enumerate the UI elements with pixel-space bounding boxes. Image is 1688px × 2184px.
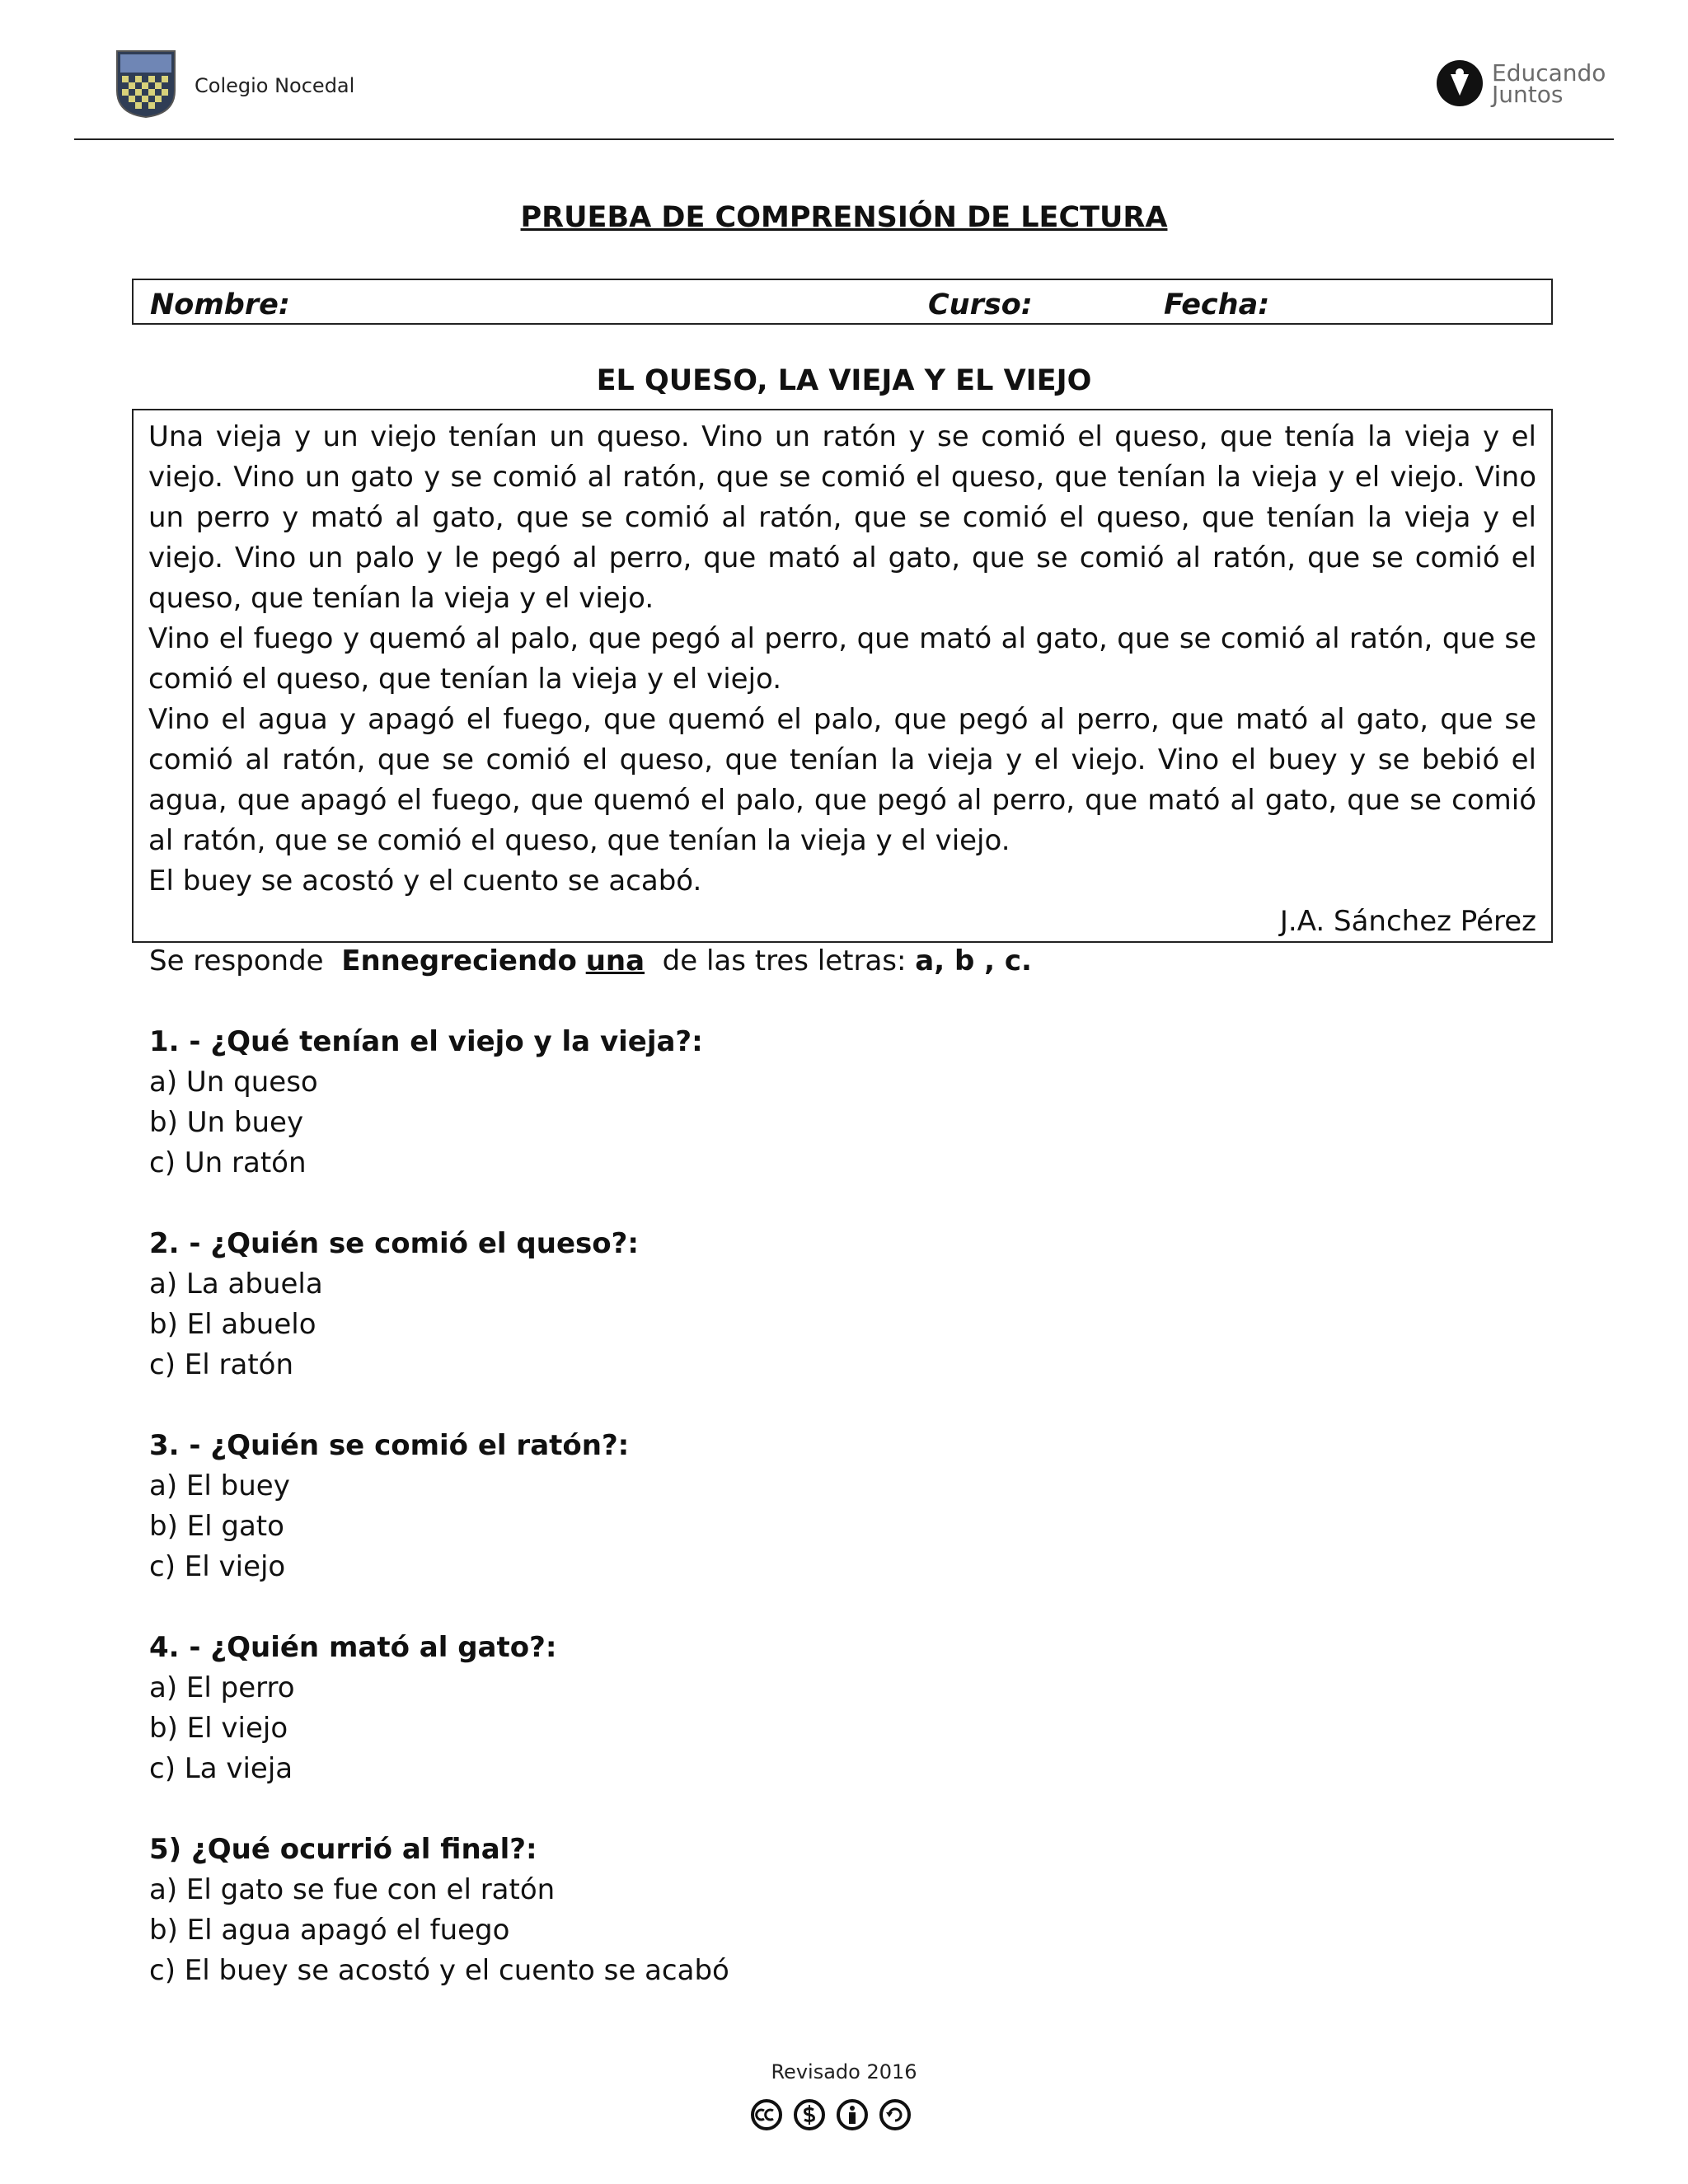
instructions-prefix: Se responde (149, 944, 324, 977)
answer-option[interactable]: b) El viejo (149, 1712, 288, 1745)
story-paragraph: Una vieja y un viejo tenían un queso. Vino un ratón y se comió el queso, que tenía la vieja y el viejo. Vino un gato y se comió al ratón, que se comió el queso, que tenían la vieja y el viejo. Vino un perro y mató al gato, que se comió al ratón, que se comió el queso, que tenían la vieja y el viejo. Vino un palo y le pegó al perro, que mató al gato, que se comió al ratón, que se comió el queso, que tenían la vieja y el viejo. (148, 420, 1536, 615)
story-paragraph: El buey se acostó y el cuento se acabó. (148, 865, 702, 898)
question-5 (149, 1830, 729, 1991)
answer-option[interactable]: b) El gato (149, 1510, 284, 1543)
answer-option[interactable]: a) El buey (149, 1469, 290, 1502)
answer-option[interactable]: a) Un queso (149, 1066, 318, 1099)
question-text: 4. - ¿Quién mató al gato?: (149, 1631, 557, 1664)
name-label: Nombre: (150, 288, 290, 321)
school-crest-logo (115, 49, 176, 119)
answer-option[interactable]: b) El agua apagó el fuego (149, 1914, 510, 1947)
answer-option[interactable]: c) El viejo (149, 1550, 286, 1583)
instructions-underlined-word: una (585, 944, 645, 977)
story-paragraph: Vino el agua y apagó el fuego, que quemó el palo, que pegó al perro, que mató al gato, que se comió al ratón, que se comió el queso, que tenían la vieja y el viejo. Vino el buey y se bebió el agua, que apagó el fuego, que quemó el palo, que pegó al perro, que mató al gato, que se comió al ratón, que se comió el queso, que tenían la vieja y el viejo. (148, 703, 1536, 857)
answer-option[interactable]: a) La abuela (149, 1268, 323, 1301)
instructions-bold-word: Ennegreciendo (341, 944, 577, 977)
question-4 (149, 1628, 556, 1789)
date-label: Fecha: (1164, 288, 1270, 321)
share-alike-icon (879, 2098, 912, 2131)
attribution-icon (836, 2098, 869, 2131)
question-text: 3. - ¿Quién se comió el ratón?: (149, 1429, 630, 1462)
header-divider (74, 138, 1614, 140)
story-paragraph: Vino el fuego y quemó al palo, que pegó al perro, que mató al gato, que se comió al ratón, que se comió el queso, que tenían la vieja y el viejo. (148, 622, 1536, 696)
page-title: PRUEBA DE COMPRENSIÓN DE LECTURA (520, 201, 1168, 234)
instructions-letters: a, b , c. (915, 944, 1032, 977)
answer-option[interactable]: c) El buey se acostó y el cuento se acabó (149, 1954, 729, 1987)
brand-line-1: Educando (1492, 59, 1606, 87)
instructions (149, 944, 1032, 977)
brand-line-2: Juntos (1492, 81, 1564, 108)
student-info-box (132, 279, 1553, 325)
educando-juntos-logo-icon (1436, 59, 1484, 107)
question-1 (149, 1022, 703, 1183)
answer-option[interactable]: a) El gato se fue con el ratón (149, 1873, 556, 1906)
question-text: 1. - ¿Qué tenían el viejo y la vieja?: (149, 1025, 703, 1058)
question-3 (149, 1426, 629, 1587)
story-author: J.A. Sánchez Pérez (1279, 905, 1536, 938)
course-label: Curso: (928, 288, 1033, 321)
school-name: Colegio Nocedal (195, 74, 355, 97)
answer-option[interactable]: c) La vieja (149, 1752, 293, 1785)
story-box (132, 409, 1553, 943)
answer-option[interactable]: c) Un ratón (149, 1146, 307, 1179)
question-2 (149, 1224, 639, 1385)
instructions-middle: de las tres letras: (662, 944, 907, 977)
educando-juntos-brand (1492, 59, 1606, 108)
non-commercial-icon (793, 2098, 826, 2131)
question-text: 2. - ¿Quién se comió el queso?: (149, 1227, 639, 1260)
answer-option[interactable]: b) El abuelo (149, 1308, 316, 1341)
question-text: 5) ¿Qué ocurrió al final?: (149, 1833, 537, 1866)
cc-icon (750, 2098, 783, 2131)
license-badges (750, 2098, 912, 2131)
answer-option[interactable]: c) El ratón (149, 1348, 293, 1381)
story-title: EL QUESO, LA VIEJA Y EL VIEJO (596, 364, 1092, 397)
answer-option[interactable]: a) El perro (149, 1671, 295, 1704)
answer-option[interactable]: b) Un buey (149, 1106, 304, 1139)
revised-note: Revisado 2016 (771, 2060, 917, 2083)
